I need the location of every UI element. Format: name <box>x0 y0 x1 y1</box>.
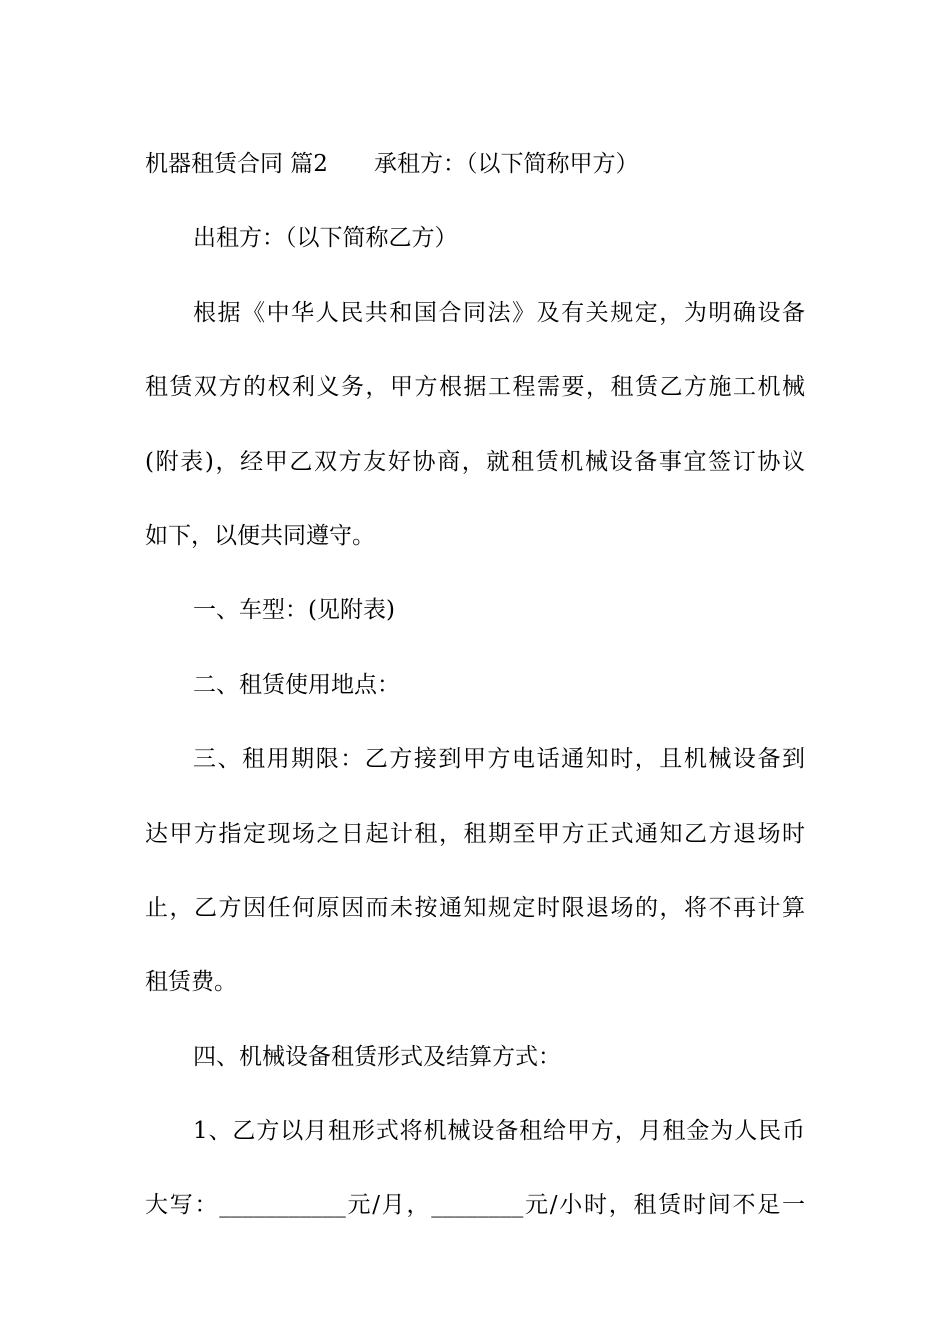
paragraph-line: 租赁双方的权利义务，甲方根据工程需要，租赁乙方施工机械 <box>145 374 805 401</box>
paragraph-line: 大写：___________元/月，________元/小时，租赁时间不足一 <box>145 1192 805 1219</box>
contract-body <box>145 127 805 1243</box>
paragraph-line: 租赁费。 <box>145 969 237 996</box>
document-heading: 机器租赁合同 篇2 <box>145 151 328 177</box>
paragraph-line: 达甲方指定现场之日起计租，租期至甲方正式通知乙方退场时 <box>145 820 805 847</box>
paragraph-line: (附表)，经甲乙双方友好协商，就租赁机械设备事宜签订协议 <box>145 448 805 475</box>
clause-usage-location: 二、租赁使用地点： <box>193 671 400 698</box>
heading-line <box>145 127 805 201</box>
clause-monthly-rent: 1、乙方以月租形式将机械设备租给甲方，月租金为人民币 <box>193 1118 805 1145</box>
clause-rental-period: 三、租用期限：乙方接到甲方电话通知时，且机械设备到 <box>193 746 805 773</box>
paragraph-line: 根据《中华人民共和国合同法》及有关规定，为明确设备 <box>193 299 805 326</box>
clause-vehicle-type: 一、车型：(见附表) <box>193 597 395 624</box>
lessor-line: 出租方：（以下简称乙方） <box>193 225 458 252</box>
lessee-line: 承租方：（以下简称甲方） <box>373 151 639 177</box>
clause-settlement: 四、机械设备租赁形式及结算方式： <box>193 1043 561 1070</box>
paragraph-line: 止，乙方因任何原因而未按通知规定时限退场的，将不再计算 <box>145 894 805 921</box>
paragraph-line: 如下，以便共同遵守。 <box>145 522 375 549</box>
